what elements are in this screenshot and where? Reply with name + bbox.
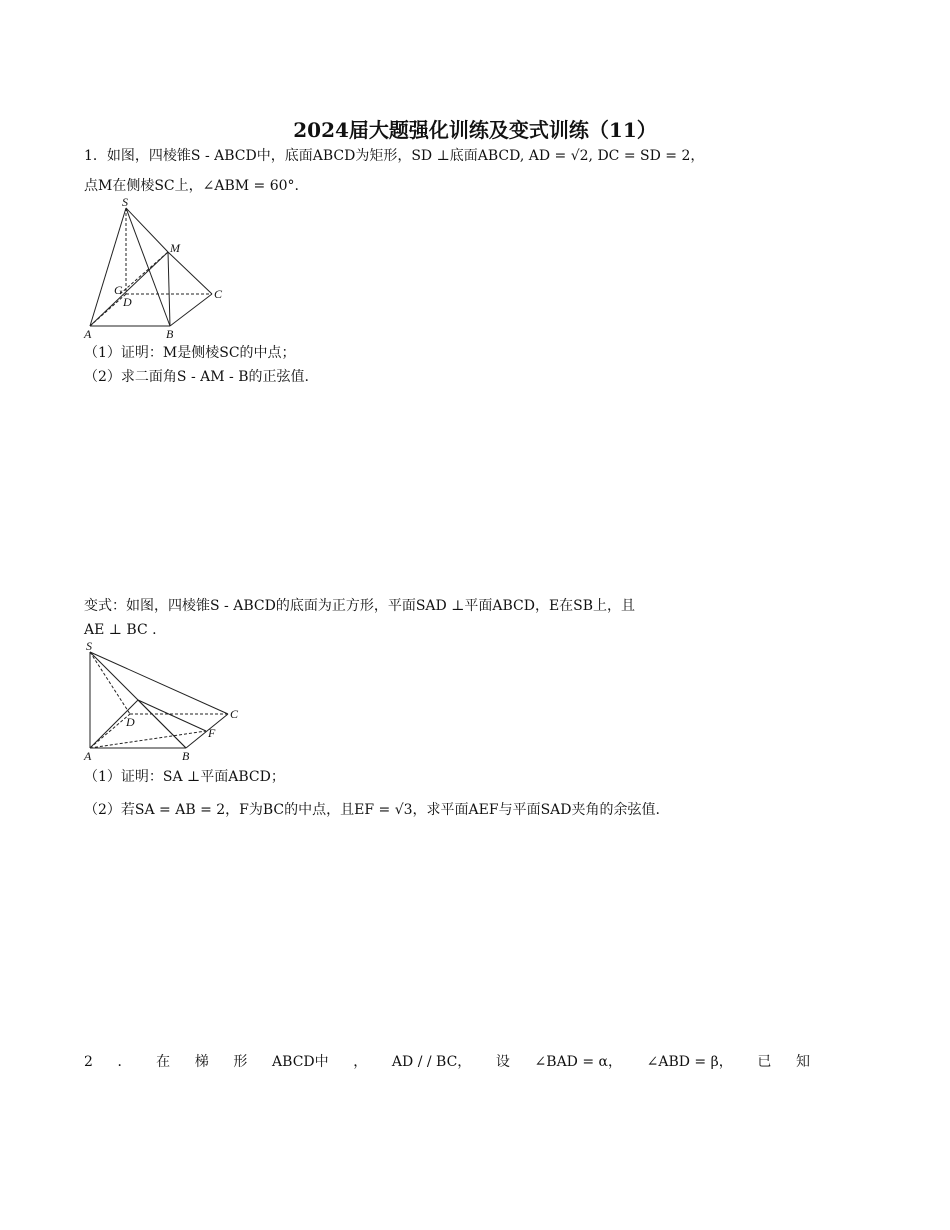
q1-label-d: D [123, 295, 132, 309]
page-title: 2024届大题强化训练及变式训练（11） [293, 118, 657, 142]
variant-label-b: B [182, 749, 190, 763]
q2-line1 [84, 1052, 810, 1072]
variant-label-d: D [126, 715, 135, 729]
q1-label-g: G [114, 283, 123, 297]
variant-label-c: C [230, 707, 239, 721]
variant-label-a: A [84, 749, 92, 763]
variant-line2: AE ⊥ BC . [84, 622, 157, 638]
q2-seg: 2 [84, 1054, 93, 1070]
q2-seg: 知 [795, 1054, 810, 1070]
q2-seg: 已 [757, 1054, 772, 1070]
q2-seg: ． [117, 1054, 132, 1070]
q2-seg: ， [353, 1054, 368, 1070]
q1-label-m: M [170, 241, 180, 255]
q1-label-b: B [166, 327, 174, 341]
q1-label-c: C [214, 287, 223, 301]
q1-label-s: S [122, 195, 128, 209]
q2-seg: 梯 [194, 1054, 209, 1070]
variant-pyramid-figure [80, 636, 250, 766]
q1-pyramid-figure [80, 194, 230, 344]
variant-part2: （2）若SA = AB = 2，F为BC的中点，且EF = √3，求平面AEF与平面SAD夹角的余弦值. [84, 802, 660, 818]
q1-label-a: A [84, 327, 92, 341]
variant-part1: （1）证明：SA ⊥平面ABCD； [84, 769, 285, 785]
q2-seg: ABCD中 [272, 1054, 329, 1070]
variant-line1: 变式：如图，四棱锥S - ABCD的底面为正方形，平面SAD ⊥平面ABCD，E在SB上，且 [84, 598, 636, 614]
q2-seg: 形 [233, 1054, 248, 1070]
q1-line2: 点M在侧棱SC上，∠ABM = 60°. [84, 178, 299, 194]
q2-seg: 在 [156, 1054, 171, 1070]
q2-seg: AD / / BC， [391, 1054, 472, 1070]
q1-line1: 1．如图，四棱锥S - ABCD中，底面ABCD为矩形，SD ⊥底面ABCD, AD = √2, DC = SD = 2， [84, 148, 705, 164]
variant-label-f: F [208, 726, 216, 740]
q2-seg: 设 [495, 1054, 510, 1070]
q1-part1: （1）证明：M是侧棱SC的中点； [84, 345, 296, 361]
variant-label-s: S [86, 639, 92, 653]
q2-seg: ∠ABD = β， [646, 1054, 733, 1070]
q1-part2: （2）求二面角S - AM - B的正弦值. [84, 369, 309, 385]
q2-seg: ∠BAD = α， [534, 1054, 622, 1070]
